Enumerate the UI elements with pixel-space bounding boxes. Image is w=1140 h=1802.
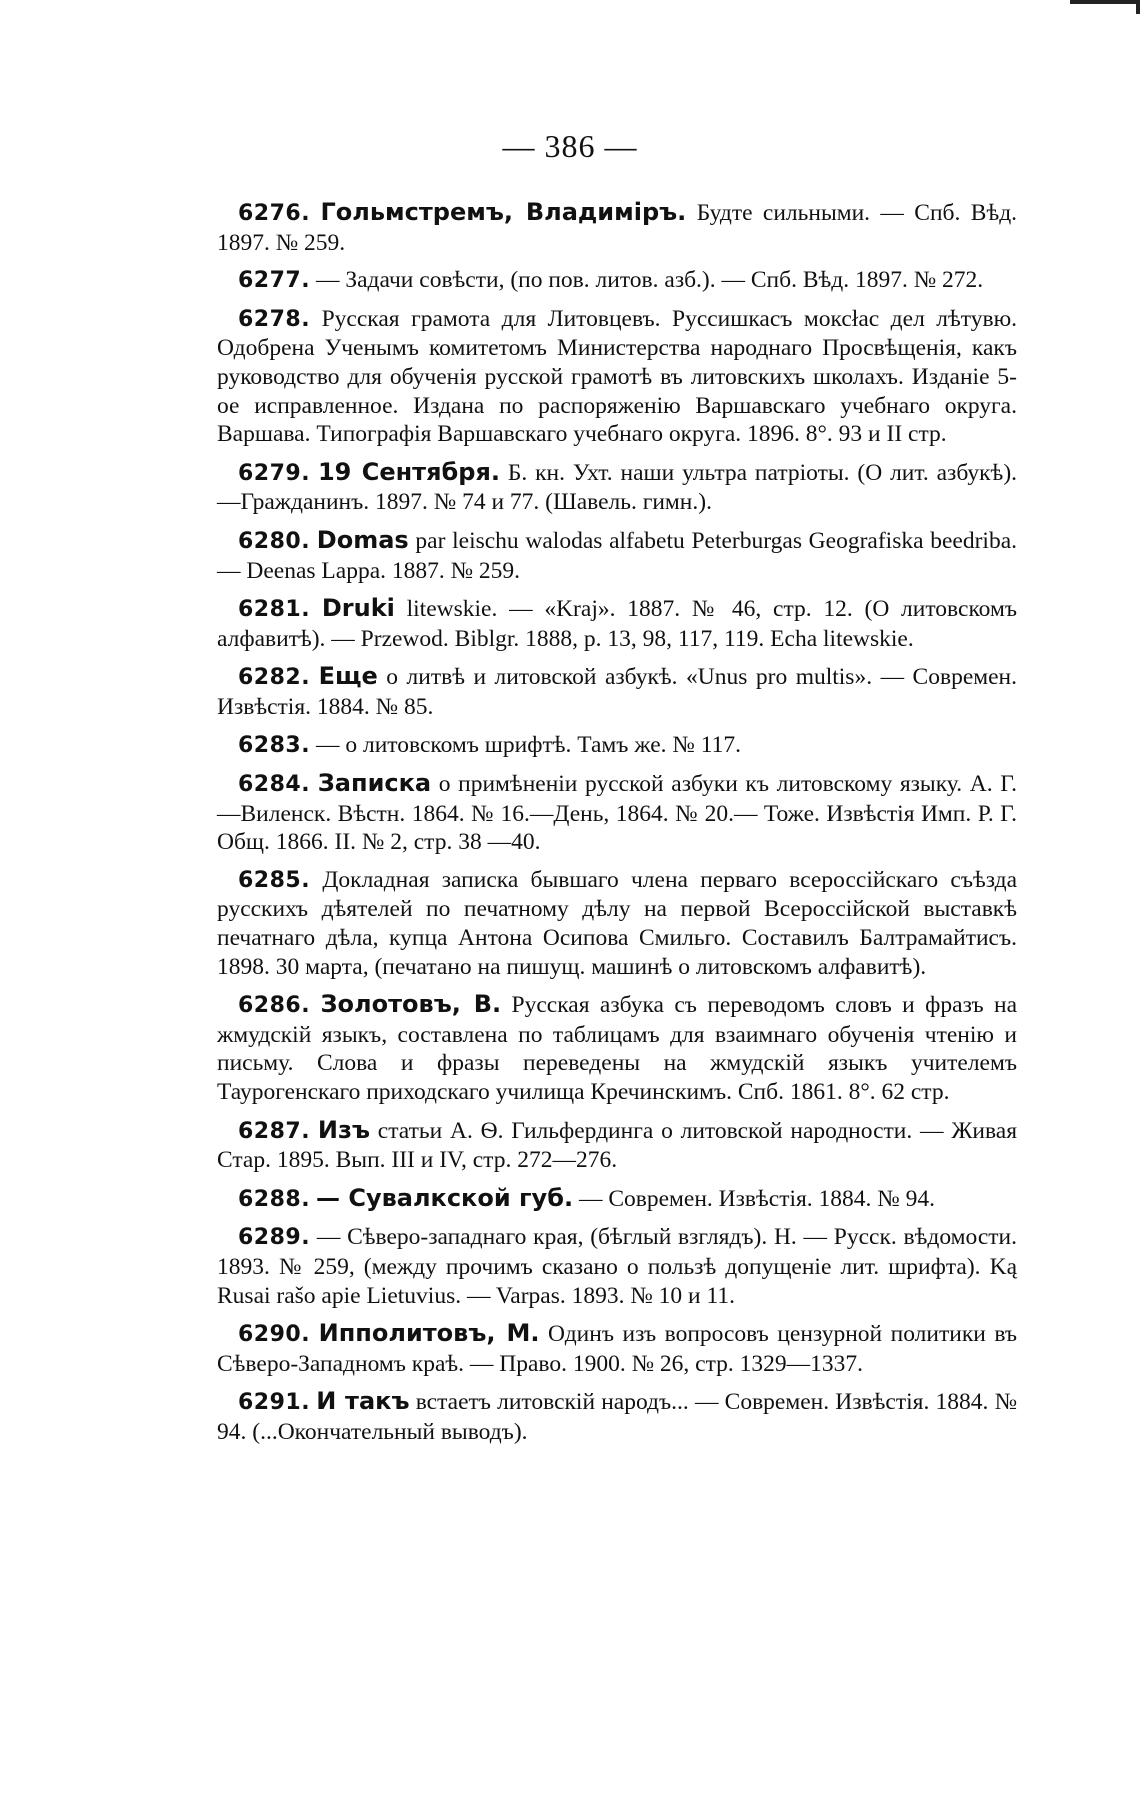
bibliography-entry <box>217 305 1017 449</box>
bibliography-list <box>217 198 1017 1456</box>
bibliography-entry <box>217 594 1017 653</box>
entry-number: 6287. <box>238 1118 311 1144</box>
entry-number: 6280. <box>238 528 311 554</box>
entry-text: par leischu walodas alfabetu Peterburgas Geografiska beedriba. — Deenas Lappa. 1887. № 259. <box>217 527 1017 584</box>
entry-text: о примѣненіи русской азбуки къ литовскому языку. А. Г.—Виленск. Вѣстн. 1864. № 16.—День, 1864. № 20.— Тоже. Извѣстія Имп. Р. Г. Общ. 1866. II. № 2, стр. 38 —40. <box>217 771 1018 856</box>
entry-text: Русская азбука съ переводомъ словъ и фразъ на жмудскій языкъ, составлена по таблицамъ для взаимнаго обученія чтенію и письму. Слова и фразы переведены на жмудскій языкъ учителемъ Таурогенскаго приходскаго училища Кречинскимъ. Спб. 1861. 8°. 62 стр. <box>217 992 1018 1106</box>
entry-heading: И такъ <box>316 1387 410 1416</box>
entry-number: 6278. <box>238 306 311 332</box>
entry-number: 6276. <box>238 201 311 226</box>
entry-number: 6288. <box>238 1186 311 1212</box>
entry-heading: — Сувалкской губ. <box>315 1183 574 1212</box>
entry-text: Будте сильными. — Спб. Вѣд. 1897. № 259. <box>217 200 1018 256</box>
entry-number: 6279. <box>238 460 311 486</box>
entry-number: 6285. <box>238 867 311 893</box>
bibliography-entry <box>217 1223 1017 1310</box>
bibliography-entry <box>217 458 1017 517</box>
bibliography-entry <box>217 1319 1017 1378</box>
bibliography-entry <box>217 769 1017 857</box>
entry-number: 6291. <box>238 1390 311 1416</box>
entry-heading: Записка <box>317 769 432 798</box>
bibliography-entry <box>217 662 1017 721</box>
bibliography-entry <box>217 1184 1017 1215</box>
entry-heading: 19 Сентября. <box>317 457 500 486</box>
entry-heading: Domas <box>316 525 409 554</box>
entry-number: 6282. <box>238 665 311 691</box>
entry-text: — Сѣверо-западнаго края, (бѣглый взглядъ). Н. — Русск. вѣдомости. 1893. № 259, (между прочимъ сказано о пользѣ допущеніе лит. шрифта). Ką Rusai rašo apie Lietuvius. — Varpas. 1893. № 10 и 11. <box>217 1224 1017 1309</box>
entry-number: 6286. <box>238 993 311 1019</box>
entry-heading: Еще <box>318 662 378 691</box>
entry-number: 6284. <box>238 772 311 798</box>
bibliography-entry <box>217 866 1017 981</box>
entry-heading: Изъ <box>317 1115 370 1144</box>
bibliography-entry <box>217 731 1017 761</box>
entry-heading: Ипполитовъ, М. <box>318 1319 540 1348</box>
bibliography-entry <box>217 266 1017 296</box>
page-number: — 386 — <box>502 128 638 164</box>
corner-scan-mark <box>1070 0 1140 14</box>
entry-heading: Druki <box>321 594 395 623</box>
bibliography-entry <box>217 990 1017 1106</box>
bibliography-entry <box>217 1387 1017 1446</box>
entry-text: — Задачи совѣсти, (по пов. литов. азб.). — Спб. Вѣд. 1897. № 272. <box>315 267 984 294</box>
entry-number: 6290. <box>238 1322 311 1348</box>
entry-text: встаетъ литовскій народъ... — Современ. Извѣстія. 1884. № 94. (...Окончательный выводъ). <box>217 1389 1018 1445</box>
entry-text: Одинъ изъ вопросовъ цензурной политики въ Сѣверо-Западномъ краѣ. — Право. 1900. № 26, стр. 1329—1337. <box>217 1321 1017 1377</box>
entry-number: 6289. <box>238 1225 311 1251</box>
entry-text: — Современ. Извѣстія. 1884. № 94. <box>578 1185 935 1212</box>
entry-heading: Золотовъ, В. <box>320 990 502 1019</box>
bibliography-entry <box>217 526 1017 585</box>
bibliography-entry <box>217 1116 1017 1175</box>
entry-text: о литвѣ и литовской азбукѣ. «Unus pro multis». — Современ. Извѣстія. 1884. № 85. <box>217 664 1018 720</box>
entry-text: статьи А. Ѳ. Гильфердинга о литовской народности. — Живая Стар. 1895. Вып. III и IV, стр. 272—276. <box>217 1117 1018 1174</box>
entry-number: 6277. <box>238 268 311 294</box>
entry-number: 6283. <box>238 732 311 758</box>
entry-text: Б. кн. Ухт. наши ультра патріоты. (О лит. азбукѣ).—Гражданинъ. 1897. № 74 и 77. (Шавель. гимн.). <box>217 459 1018 516</box>
entry-text: — о литовскомъ шрифтѣ. Тамъ же. № 117. <box>315 731 741 758</box>
entry-text: Русская грамота для Литовцевъ. Руссишкасъ моксłас дел лѣтувю. Одобрена Ученымъ комитетомъ Министерства народнаго Просвѣщенія, какъ руководство для обученія русской грамотѣ въ литовскихъ школахъ. Изданіе 5-ое исправленное. Издана по распоряженію Варшавскаго учебнаго округа. Варшава. Типографія Варшавскаго учебнаго округа. 1896. 8°. 93 и II стр. <box>217 305 1018 448</box>
entry-number: 6281. <box>238 597 311 623</box>
bibliography-entry <box>217 198 1017 257</box>
entry-heading: Гольмстремъ, Владиміръ. <box>320 198 687 226</box>
entry-text: litewskie. — «Kraj». 1887. № 46, стр. 12. (О литовскомъ алфавитѣ). — Przewod. Biblgr. 1888, p. 13, 98, 117, 119. Echa litewskie. <box>217 596 1017 652</box>
entry-text: Докладная записка бывшаго члена перваго всероссійскаго съѣзда русскихъ дѣятелей по печатному дѣлу на первой Всероссійской выставкѣ печатнаго дѣла, купца Антона Осипова Смильго. Составилъ Балтрамайтисъ. 1898. 30 марта, (печатано на пишущ. машинѣ о литовскомъ алфавитѣ). <box>217 866 1018 980</box>
